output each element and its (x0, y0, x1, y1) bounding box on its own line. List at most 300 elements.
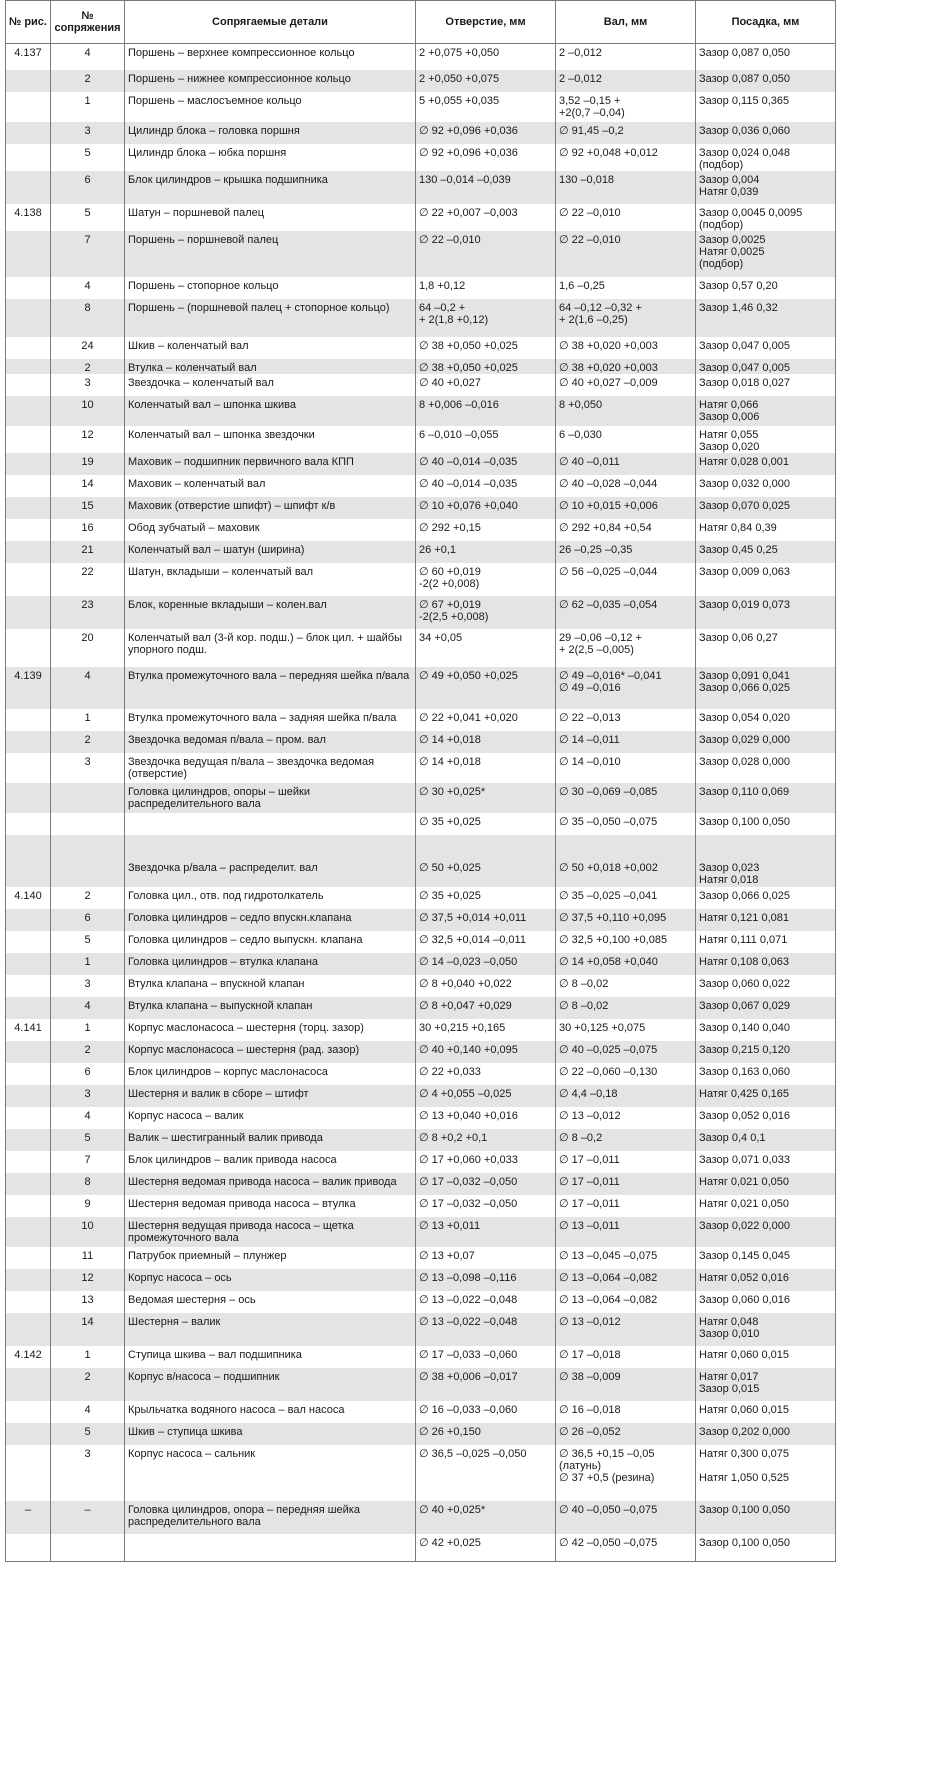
cell-fit-value (696, 953, 836, 975)
table-row (6, 204, 836, 231)
cell-hole-size (416, 953, 556, 975)
row-fit-number: 4 (84, 669, 91, 682)
cell-mating-parts (125, 629, 416, 667)
cell-mating-parts (125, 1041, 416, 1063)
row-shaft-size: ∅ 8 –0,02 (559, 977, 609, 990)
cell-fit-value (696, 426, 836, 453)
row-mating-parts: Корпус маслонасоса – шестерня (рад. зазор) (128, 1043, 360, 1056)
cell-fig-number (6, 1173, 51, 1195)
row-hole-size: ∅ 13 +0,011 (419, 1219, 481, 1232)
cell-fit-number (51, 1217, 125, 1247)
cell-shaft-size (556, 497, 696, 519)
row-fit-number: 3 (84, 755, 91, 768)
cell-fit-number (51, 1269, 125, 1291)
row-fit-number: 24 (81, 339, 94, 352)
cell-hole-size (416, 1129, 556, 1151)
row-fig-number (9, 596, 47, 599)
row-fig-number (9, 1151, 47, 1154)
cell-fit-value (696, 1195, 836, 1217)
row-fit-number: 2 (84, 361, 91, 374)
cell-fit-number (51, 171, 125, 204)
fits-table (5, 0, 836, 1562)
cell-fit-value (696, 1291, 836, 1313)
cell-fit-value (696, 453, 836, 475)
cell-fit-value (696, 813, 836, 835)
table-row (6, 337, 836, 359)
cell-fig-number (6, 1269, 51, 1291)
row-hole-size: 64 –0,2 + + 2(1,8 +0,12) (419, 301, 489, 326)
cell-mating-parts (125, 1291, 416, 1313)
row-fit-value: Натяг 0,108 0,063 (699, 955, 789, 968)
cell-fig-number (6, 171, 51, 204)
table-row (6, 1173, 836, 1195)
cell-hole-size (416, 783, 556, 813)
row-shaft-size: ∅ 35 –0,050 –0,075 (559, 815, 658, 828)
row-fit-value: Зазор 0,019 0,073 (699, 598, 790, 611)
cell-hole-size (416, 887, 556, 909)
cell-mating-parts (125, 1346, 416, 1368)
cell-shaft-size (556, 44, 696, 70)
row-fit-value: Зазор 0,202 0,000 (699, 1425, 790, 1438)
cell-mating-parts (125, 1534, 416, 1562)
cell-hole-size (416, 144, 556, 171)
row-fit-value: Натяг 0,300 0,075 Натяг 1,050 0,525 (699, 1447, 789, 1484)
cell-fit-number (51, 1107, 125, 1129)
row-shaft-size: ∅ 38 +0,020 +0,003 (559, 339, 658, 352)
cell-shaft-size (556, 1346, 696, 1368)
cell-shaft-size (556, 1019, 696, 1041)
row-shaft-size: 26 –0,25 –0,35 (559, 543, 633, 556)
cell-fit-value (696, 1423, 836, 1445)
row-fit-number: 10 (81, 398, 94, 411)
cell-mating-parts (125, 1423, 416, 1445)
cell-hole-size (416, 1423, 556, 1445)
cell-shaft-size (556, 1041, 696, 1063)
cell-fit-value (696, 753, 836, 783)
cell-fit-number (51, 953, 125, 975)
cell-fig-number (6, 629, 51, 667)
cell-fit-number (51, 731, 125, 753)
row-fig-number (9, 1129, 47, 1132)
cell-mating-parts (125, 731, 416, 753)
table-row (6, 1501, 836, 1534)
row-mating-parts: Поршень – (поршневой палец + стопорное кольцо) (128, 301, 390, 314)
table-row (6, 1151, 836, 1173)
row-fit-number: 11 (81, 1249, 94, 1262)
row-hole-size: 5 +0,055 +0,035 (419, 94, 500, 107)
cell-mating-parts (125, 1401, 416, 1423)
cell-fig-number (6, 887, 51, 909)
cell-shaft-size (556, 931, 696, 953)
row-hole-size: ∅ 49 +0,050 +0,025 (419, 669, 518, 682)
row-hole-size: ∅ 17 +0,060 +0,033 (419, 1153, 518, 1166)
table-row (6, 1247, 836, 1269)
row-fig-number (9, 909, 47, 912)
cell-hole-size (416, 1501, 556, 1534)
cell-fit-value (696, 783, 836, 813)
cell-fit-value (696, 359, 836, 374)
row-mating-parts: Поршень – маслосъемное кольцо (128, 94, 302, 107)
table-row (6, 997, 836, 1019)
table-row (6, 359, 836, 374)
cell-fit-number (51, 629, 125, 667)
row-fit-value: Зазор 0,57 0,20 (699, 279, 778, 292)
row-mating-parts: Корпус насоса – ось (128, 1271, 232, 1284)
row-mating-parts: Блок цилиндров – валик привода насоса (128, 1153, 337, 1166)
row-hole-size: ∅ 22 +0,033 (419, 1065, 481, 1078)
row-hole-size: ∅ 26 +0,150 (419, 1425, 481, 1438)
cell-mating-parts (125, 337, 416, 359)
cell-fit-value (696, 1445, 836, 1501)
cell-hole-size (416, 359, 556, 374)
row-fig-number (9, 931, 47, 934)
row-hole-size: ∅ 35 +0,025 (419, 815, 481, 828)
row-fit-number: 5 (84, 1425, 91, 1438)
row-fig-number: – (24, 1503, 32, 1516)
cell-mating-parts (125, 783, 416, 813)
table-row (6, 975, 836, 997)
cell-mating-parts (125, 497, 416, 519)
row-shaft-size: 2 –0,012 (559, 47, 602, 59)
row-mating-parts: Блок цилиндров – крышка подшипника (128, 173, 328, 186)
row-fit-number (54, 1534, 121, 1537)
row-fig-number (9, 1401, 47, 1404)
table-row (6, 909, 836, 931)
cell-mating-parts (125, 44, 416, 70)
cell-fit-number (51, 92, 125, 122)
cell-fig-number (6, 1368, 51, 1401)
row-fit-value: Зазор 0,009 0,063 (699, 565, 790, 578)
cell-shaft-size (556, 909, 696, 931)
cell-fit-value (696, 204, 836, 231)
row-fit-value: Зазор 0,052 0,016 (699, 1109, 790, 1122)
row-hole-size: ∅ 36,5 –0,025 –0,050 (419, 1447, 527, 1460)
row-fit-number: 10 (81, 1219, 94, 1232)
table-row (6, 887, 836, 909)
cell-mating-parts (125, 1151, 416, 1173)
cell-shaft-size (556, 1063, 696, 1085)
row-fig-number (9, 171, 47, 174)
row-mating-parts: Ступица шкива – вал подшипника (128, 1348, 302, 1361)
cell-mating-parts (125, 277, 416, 299)
table-row (6, 1063, 836, 1085)
cell-hole-size (416, 277, 556, 299)
cell-fig-number (6, 1423, 51, 1445)
table-row (6, 1019, 836, 1041)
cell-shaft-size (556, 122, 696, 144)
cell-fit-value (696, 931, 836, 953)
cell-mating-parts (125, 835, 416, 887)
row-fig-number (9, 709, 47, 712)
cell-shaft-size (556, 1173, 696, 1195)
cell-hole-size (416, 453, 556, 475)
cell-mating-parts (125, 122, 416, 144)
table-row (6, 541, 836, 563)
row-fit-number: 5 (84, 1131, 91, 1144)
row-fit-number: 19 (81, 455, 94, 468)
cell-shaft-size (556, 1368, 696, 1401)
table-row (6, 1401, 836, 1423)
cell-shaft-size (556, 1423, 696, 1445)
cell-hole-size (416, 541, 556, 563)
cell-fit-value (696, 975, 836, 997)
table-row (6, 1195, 836, 1217)
cell-fig-number (6, 997, 51, 1019)
cell-fig-number (6, 1534, 51, 1562)
row-shaft-size: ∅ 14 –0,010 (559, 755, 621, 768)
cell-fit-number (51, 337, 125, 359)
cell-hole-size (416, 1313, 556, 1346)
cell-shaft-size (556, 1291, 696, 1313)
row-shaft-size: ∅ 14 +0,058 +0,040 (559, 955, 658, 968)
row-fit-number: 6 (84, 1065, 91, 1078)
row-fit-value: Натяг 0,060 0,015 (699, 1403, 789, 1416)
cell-fig-number (6, 475, 51, 497)
cell-hole-size (416, 426, 556, 453)
cell-hole-size (416, 337, 556, 359)
row-fit-value: Зазор 0,029 0,000 (699, 733, 790, 746)
row-fig-number (9, 953, 47, 956)
row-fit-value: Зазор 0,091 0,041 Зазор 0,066 0,025 (699, 669, 790, 694)
table-row (6, 1129, 836, 1151)
cell-fit-number (51, 887, 125, 909)
cell-mating-parts (125, 1313, 416, 1346)
table-row (6, 629, 836, 667)
cell-fit-number (51, 1085, 125, 1107)
cell-fit-value (696, 1313, 836, 1346)
cell-shaft-size (556, 1151, 696, 1173)
row-mating-parts: Коленчатый вал – шпонка звездочки (128, 428, 315, 441)
cell-fit-value (696, 231, 836, 277)
row-fit-value: Зазор 0,45 0,25 (699, 543, 778, 556)
cell-fit-number (51, 1247, 125, 1269)
row-fit-value: Натяг 0,121 0,081 (699, 911, 789, 924)
cell-fit-number (51, 1346, 125, 1368)
cell-shaft-size (556, 835, 696, 887)
row-fit-value: Зазор 0,032 0,000 (699, 477, 790, 490)
cell-shaft-size (556, 596, 696, 629)
cell-fit-number (51, 1534, 125, 1562)
cell-fit-value (696, 1129, 836, 1151)
cell-fig-number (6, 1401, 51, 1423)
table-row (6, 497, 836, 519)
row-fit-value: Натяг 0,048 Зазор 0,010 (699, 1315, 760, 1340)
cell-mating-parts (125, 1107, 416, 1129)
row-hole-size: ∅ 22 –0,010 (419, 233, 481, 246)
row-shaft-size: 30 +0,125 +0,075 (559, 1021, 646, 1034)
row-fit-number: 5 (84, 206, 91, 219)
row-fig-number (9, 1445, 47, 1448)
cell-fig-number (6, 835, 51, 887)
cell-fit-number (51, 1173, 125, 1195)
row-hole-size: ∅ 40 –0,014 –0,035 (419, 477, 518, 490)
row-fit-value: Зазор 0,100 0,050 (699, 815, 790, 828)
row-fit-number: 4 (84, 1109, 91, 1122)
row-fit-number: 3 (84, 1447, 91, 1460)
cell-fit-value (696, 497, 836, 519)
row-mating-parts (128, 813, 412, 816)
page (5, 0, 835, 1562)
table-row (6, 731, 836, 753)
row-mating-parts: Звездочка р/вала – распределит. вал (128, 861, 318, 874)
cell-fig-number (6, 426, 51, 453)
row-shaft-size: ∅ 56 –0,025 –0,044 (559, 565, 658, 578)
cell-shaft-size (556, 299, 696, 337)
cell-fit-number (51, 374, 125, 396)
row-fit-value: Натяг 0,425 0,165 (699, 1087, 789, 1100)
row-hole-size: ∅ 38 +0,050 +0,025 (419, 361, 518, 374)
cell-mating-parts (125, 144, 416, 171)
cell-hole-size (416, 835, 556, 887)
row-shaft-size: ∅ 32,5 +0,100 +0,085 (559, 933, 668, 946)
cell-fig-number (6, 277, 51, 299)
row-hole-size: 8 +0,006 –0,016 (419, 398, 499, 411)
row-mating-parts: Головка цилиндров, опоры – шейки распределительного вала (128, 785, 311, 810)
row-fit-value: Зазор 0,087 0,050 (699, 47, 790, 59)
cell-shaft-size (556, 1085, 696, 1107)
cell-mating-parts (125, 92, 416, 122)
cell-hole-size (416, 519, 556, 541)
table-row (6, 1291, 836, 1313)
row-hole-size: ∅ 14 –0,023 –0,050 (419, 955, 518, 968)
cell-fig-number (6, 813, 51, 835)
row-shaft-size: ∅ 49 –0,016* –0,041 ∅ 49 –0,016 (559, 669, 662, 694)
row-fig-number (9, 1269, 47, 1272)
row-fit-number: 3 (84, 977, 91, 990)
row-mating-parts: Звездочка – коленчатый вал (128, 376, 274, 389)
row-hole-size: ∅ 40 +0,027 (419, 376, 481, 389)
cell-shaft-size (556, 1401, 696, 1423)
row-fig-number (9, 1063, 47, 1066)
row-fit-value: Натяг 0,111 0,071 (699, 933, 788, 946)
row-mating-parts: Головка цилиндров, опора – передняя шейка распределительного вала (128, 1503, 360, 1528)
row-hole-size: ∅ 10 +0,076 +0,040 (419, 499, 518, 512)
cell-hole-size (416, 475, 556, 497)
row-shaft-size: 2 –0,012 (559, 72, 602, 85)
row-fit-number: 1 (84, 1348, 91, 1361)
table-row (6, 1085, 836, 1107)
cell-mating-parts (125, 359, 416, 374)
row-fit-value: Зазор 0,066 0,025 (699, 889, 790, 902)
row-hole-size: ∅ 13 –0,022 –0,048 (419, 1293, 518, 1306)
cell-mating-parts (125, 299, 416, 337)
row-shaft-size: ∅ 35 –0,025 –0,041 (559, 889, 658, 902)
row-fig-number (9, 1423, 47, 1426)
row-fit-value: Зазор 0,024 0,048 (подбор) (699, 146, 790, 171)
row-fit-value: Зазор 0,022 0,000 (699, 1219, 790, 1232)
row-fit-value: Зазор 0,0045 0,0095 (подбор) (699, 206, 803, 231)
cell-hole-size (416, 44, 556, 70)
cell-hole-size (416, 1173, 556, 1195)
table-row (6, 1534, 836, 1562)
cell-fig-number (6, 70, 51, 92)
row-fig-number: 4.137 (14, 47, 42, 59)
row-hole-size: ∅ 17 –0,032 –0,050 (419, 1197, 518, 1210)
cell-fig-number (6, 783, 51, 813)
cell-fit-number (51, 453, 125, 475)
row-hole-size: 34 +0,05 (419, 631, 463, 644)
table-row (6, 70, 836, 92)
cell-hole-size (416, 1019, 556, 1041)
cell-hole-size (416, 299, 556, 337)
row-fig-number (9, 541, 47, 544)
header-fit-number: № сопряжения (51, 1, 125, 44)
cell-fit-number (51, 1291, 125, 1313)
row-fig-number (9, 497, 47, 500)
table-row (6, 1107, 836, 1129)
cell-fit-number (51, 541, 125, 563)
cell-fig-number (6, 497, 51, 519)
cell-shaft-size (556, 1313, 696, 1346)
row-fit-value: Зазор 0,100 0,050 (699, 1503, 790, 1516)
row-hole-size: ∅ 38 +0,050 +0,025 (419, 339, 518, 352)
row-fit-number: 3 (84, 124, 91, 137)
row-fig-number (9, 563, 47, 566)
row-fig-number (9, 1173, 47, 1176)
cell-fit-value (696, 44, 836, 70)
row-fit-number: 7 (84, 233, 91, 246)
cell-shaft-size (556, 519, 696, 541)
row-shaft-size: 29 –0,06 –0,12 + + 2(2,5 –0,005) (559, 631, 642, 656)
row-fit-number: 20 (81, 631, 94, 644)
row-fit-number: 1 (84, 955, 91, 968)
cell-mating-parts (125, 909, 416, 931)
cell-fit-number (51, 396, 125, 426)
cell-mating-parts (125, 475, 416, 497)
table-header (6, 1, 836, 44)
table-row (6, 1041, 836, 1063)
row-mating-parts: Корпус насоса – сальник (128, 1447, 256, 1460)
cell-fit-number (51, 299, 125, 337)
row-fig-number (9, 453, 47, 456)
cell-hole-size (416, 731, 556, 753)
row-mating-parts: Головка цилиндров – седло впускн.клапана (128, 911, 352, 924)
row-hole-size: ∅ 35 +0,025 (419, 889, 481, 902)
row-mating-parts: Корпус маслонасоса – шестерня (торц. зазор) (128, 1021, 364, 1034)
cell-hole-size (416, 1291, 556, 1313)
cell-shaft-size (556, 563, 696, 596)
row-mating-parts: Обод зубчатый – маховик (128, 521, 260, 534)
table-row (6, 783, 836, 813)
row-shaft-size: ∅ 10 +0,015 +0,006 (559, 499, 658, 512)
row-shaft-size: ∅ 40 –0,025 –0,075 (559, 1043, 658, 1056)
row-fit-number: 15 (81, 499, 94, 512)
cell-mating-parts (125, 1195, 416, 1217)
row-fit-number: 2 (84, 72, 91, 85)
cell-hole-size (416, 1063, 556, 1085)
cell-shaft-size (556, 1445, 696, 1501)
row-shaft-size: 64 –0,12 –0,32 + + 2(1,6 –0,25) (559, 301, 642, 326)
row-fit-number: 2 (84, 733, 91, 746)
cell-fig-number (6, 204, 51, 231)
cell-hole-size (416, 1107, 556, 1129)
table-row (6, 931, 836, 953)
table-row (6, 453, 836, 475)
cell-fit-value (696, 277, 836, 299)
cell-fit-number (51, 359, 125, 374)
table-row (6, 709, 836, 731)
row-fit-number: 14 (81, 477, 94, 490)
cell-shaft-size (556, 783, 696, 813)
cell-fit-value (696, 1019, 836, 1041)
cell-hole-size (416, 1085, 556, 1107)
cell-hole-size (416, 629, 556, 667)
cell-fit-number (51, 475, 125, 497)
cell-fit-number (51, 709, 125, 731)
cell-fig-number (6, 1217, 51, 1247)
row-fit-number: 4 (84, 1403, 91, 1416)
row-hole-size: ∅ 92 +0,096 +0,036 (419, 146, 518, 159)
